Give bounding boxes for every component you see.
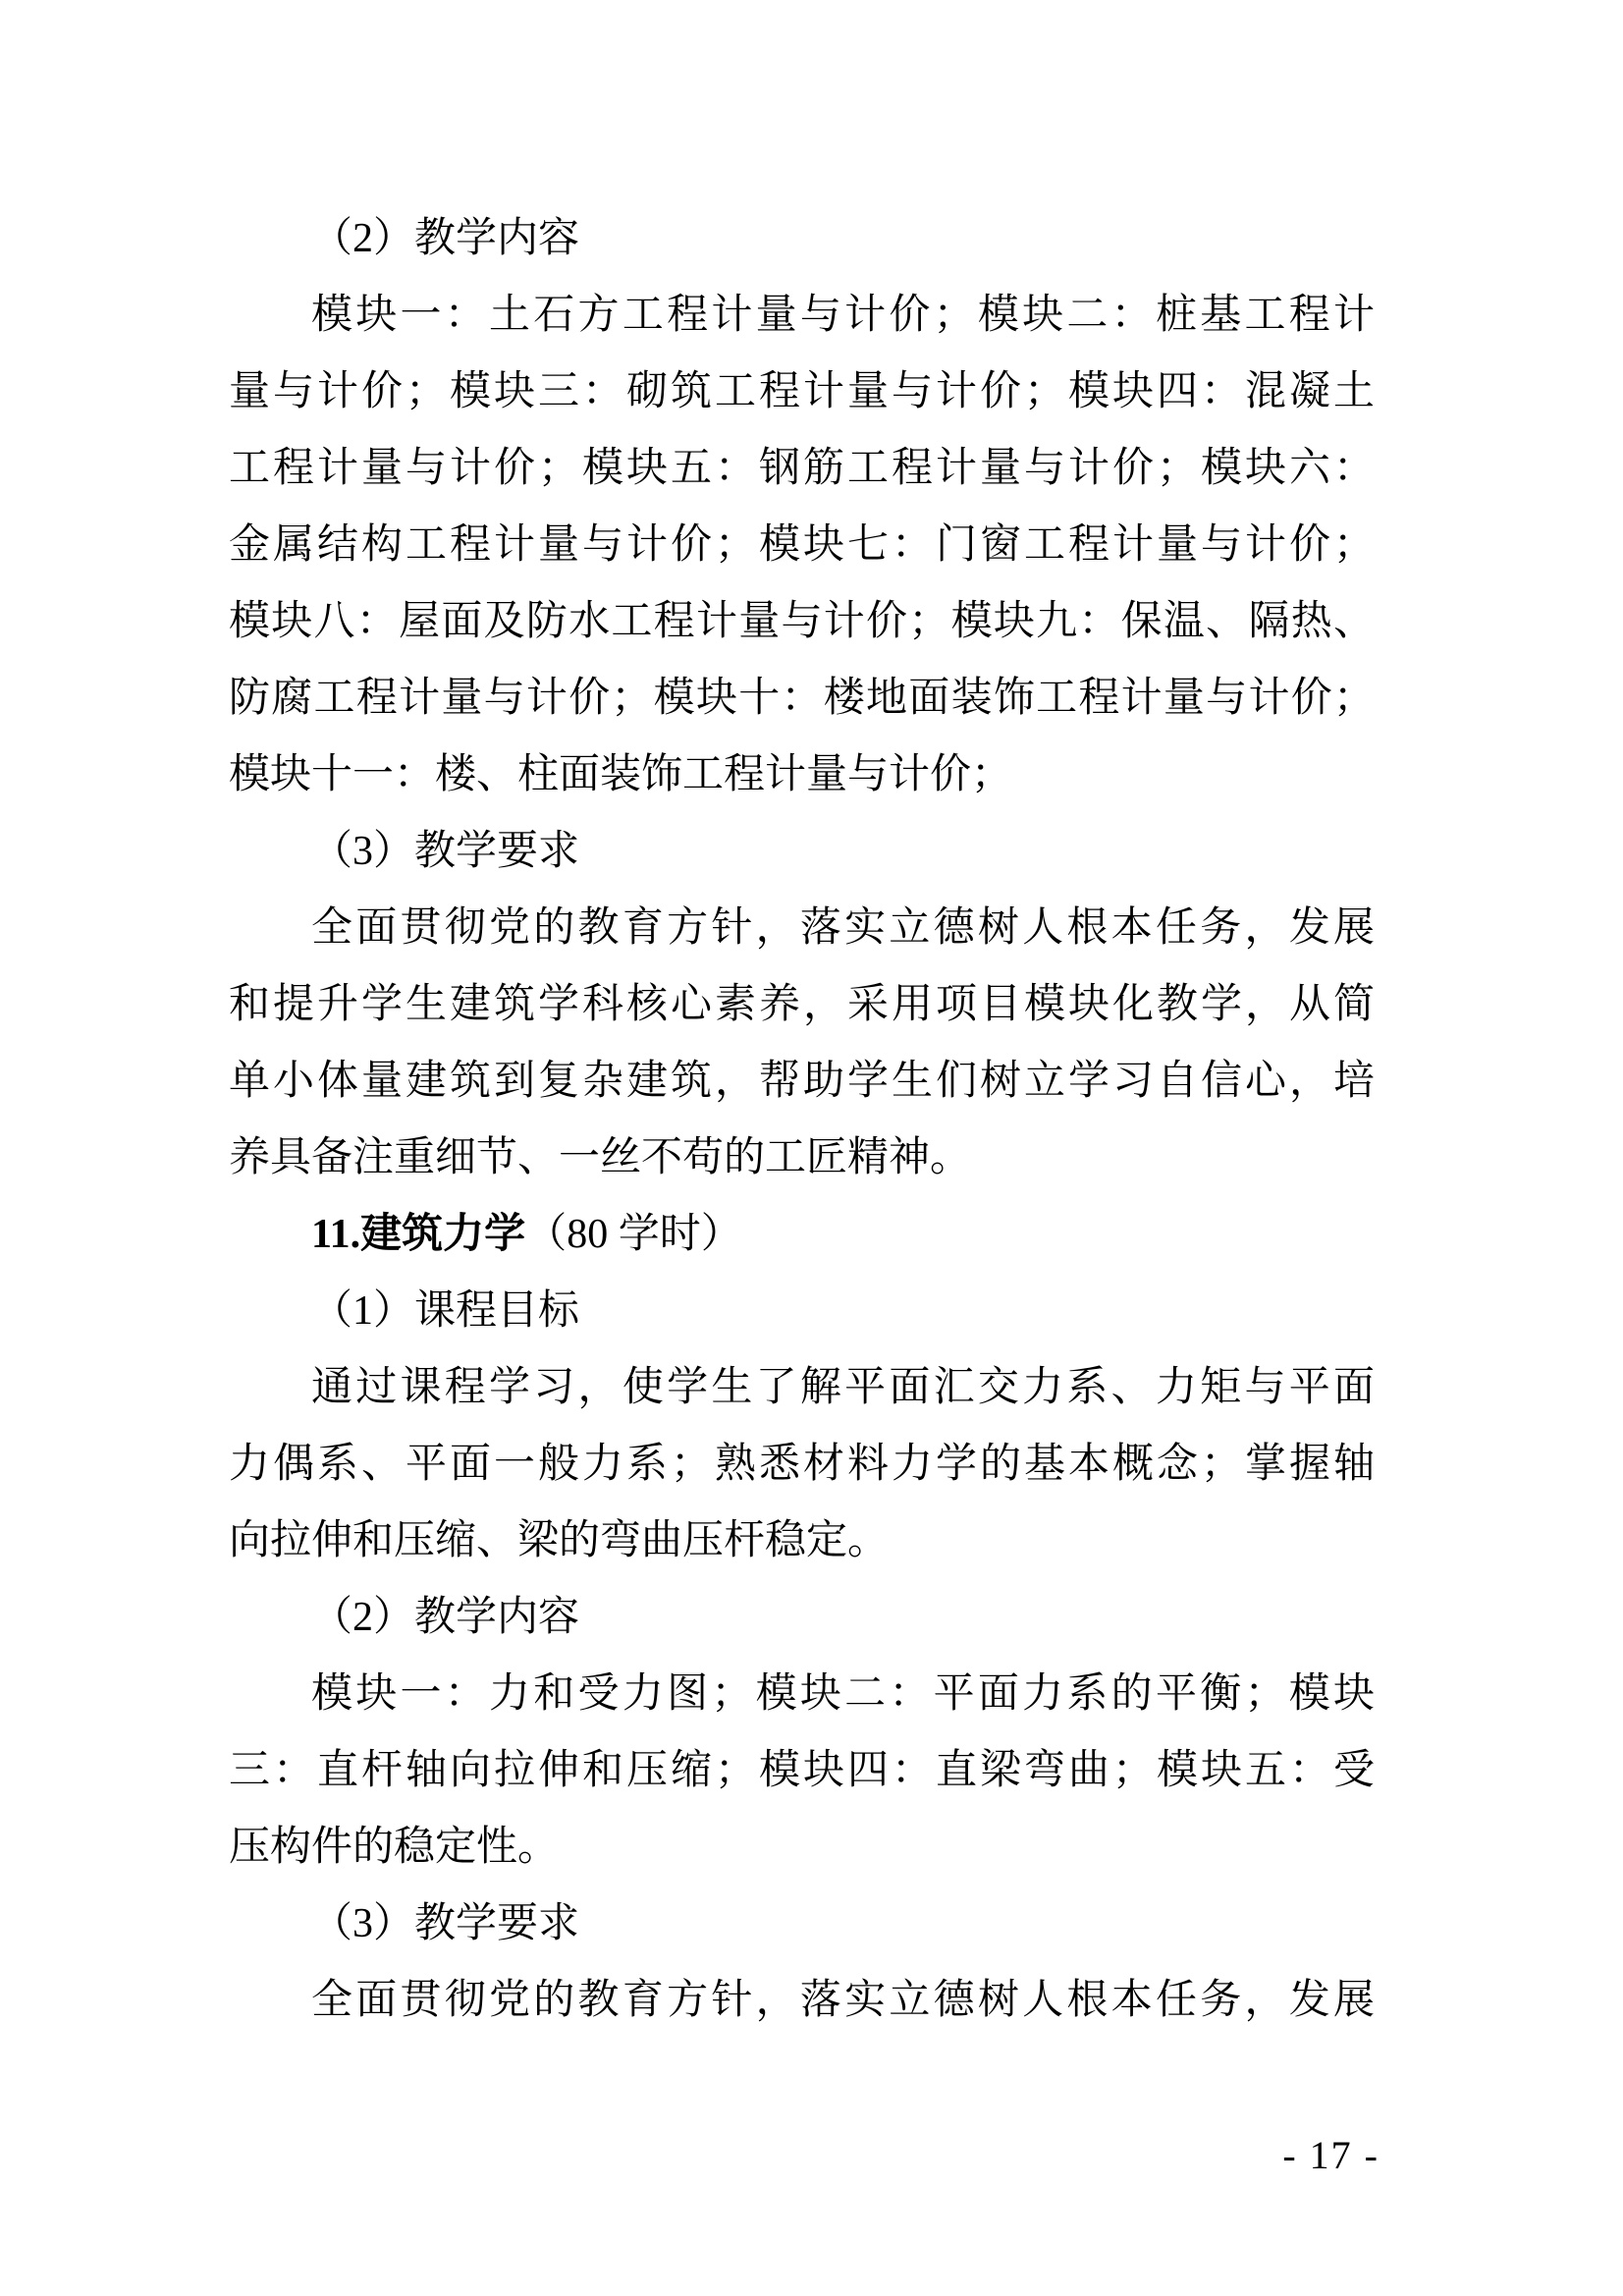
document-text-block [229, 200, 1375, 2039]
section-heading-line: （3）教学要求 [311, 1901, 580, 1946]
section-heading-line: （3）教学要求 [311, 829, 580, 874]
body-line: 向拉伸和压缩、梁的弯曲压杆稳定。 [229, 1518, 890, 1563]
body-line: 工程计量与计价；模块五：钢筋工程计量与计价；模块六： [229, 446, 1375, 491]
page-number: - 17 - [1282, 2133, 1380, 2177]
course-title-hours: （80 学时） [525, 1212, 742, 1257]
body-line: 金属结构工程计量与计价；模块七：门窗工程计量与计价； [229, 522, 1375, 568]
body-line: 量与计价；模块三：砌筑工程计量与计价；模块四：混凝土 [229, 369, 1375, 414]
body-line: 全面贯彻党的教育方针，落实立德树人根本任务，发展 [311, 905, 1375, 951]
body-line: 养具备注重细节、一丝不苟的工匠精神。 [229, 1135, 972, 1180]
body-line: 压构件的稳定性。 [229, 1825, 560, 1870]
body-line: 防腐工程计量与计价；模块十：楼地面装饰工程计量与计价； [229, 676, 1375, 721]
body-line: 模块十一：楼、柱面装饰工程计量与计价； [229, 752, 1013, 797]
body-line: 全面贯彻党的教育方针，落实立德树人根本任务，发展 [311, 1978, 1375, 2023]
body-line: 和提升学生建筑学科核心素养，采用项目模块化教学，从简 [229, 982, 1375, 1027]
body-line: 三：直杆轴向拉伸和压缩；模块四：直梁弯曲；模块五：受 [229, 1748, 1375, 1793]
body-line: 通过课程学习，使学生了解平面汇交力系、力矩与平面 [311, 1365, 1375, 1410]
body-line: 单小体量建筑到复杂建筑，帮助学生们树立学习自信心，培 [229, 1059, 1375, 1104]
body-line: 模块一：土石方工程计量与计价；模块二：桩基工程计 [311, 293, 1375, 338]
body-line: 模块八：屋面及防水工程计量与计价；模块九：保温、隔热、 [229, 599, 1375, 644]
course-title-bold: 11.建筑力学 [311, 1212, 526, 1257]
course-title-line [229, 1196, 1375, 1273]
section-heading-line: （2）教学内容 [311, 216, 580, 261]
body-line: 模块一：力和受力图；模块二：平面力系的平衡；模块 [311, 1671, 1375, 1717]
body-line: 力偶系、平面一般力系；熟悉材料力学的基本概念；掌握轴 [229, 1442, 1375, 1487]
section-heading-line: （1）课程目标 [311, 1288, 580, 1334]
section-heading-line: （2）教学内容 [311, 1595, 580, 1640]
